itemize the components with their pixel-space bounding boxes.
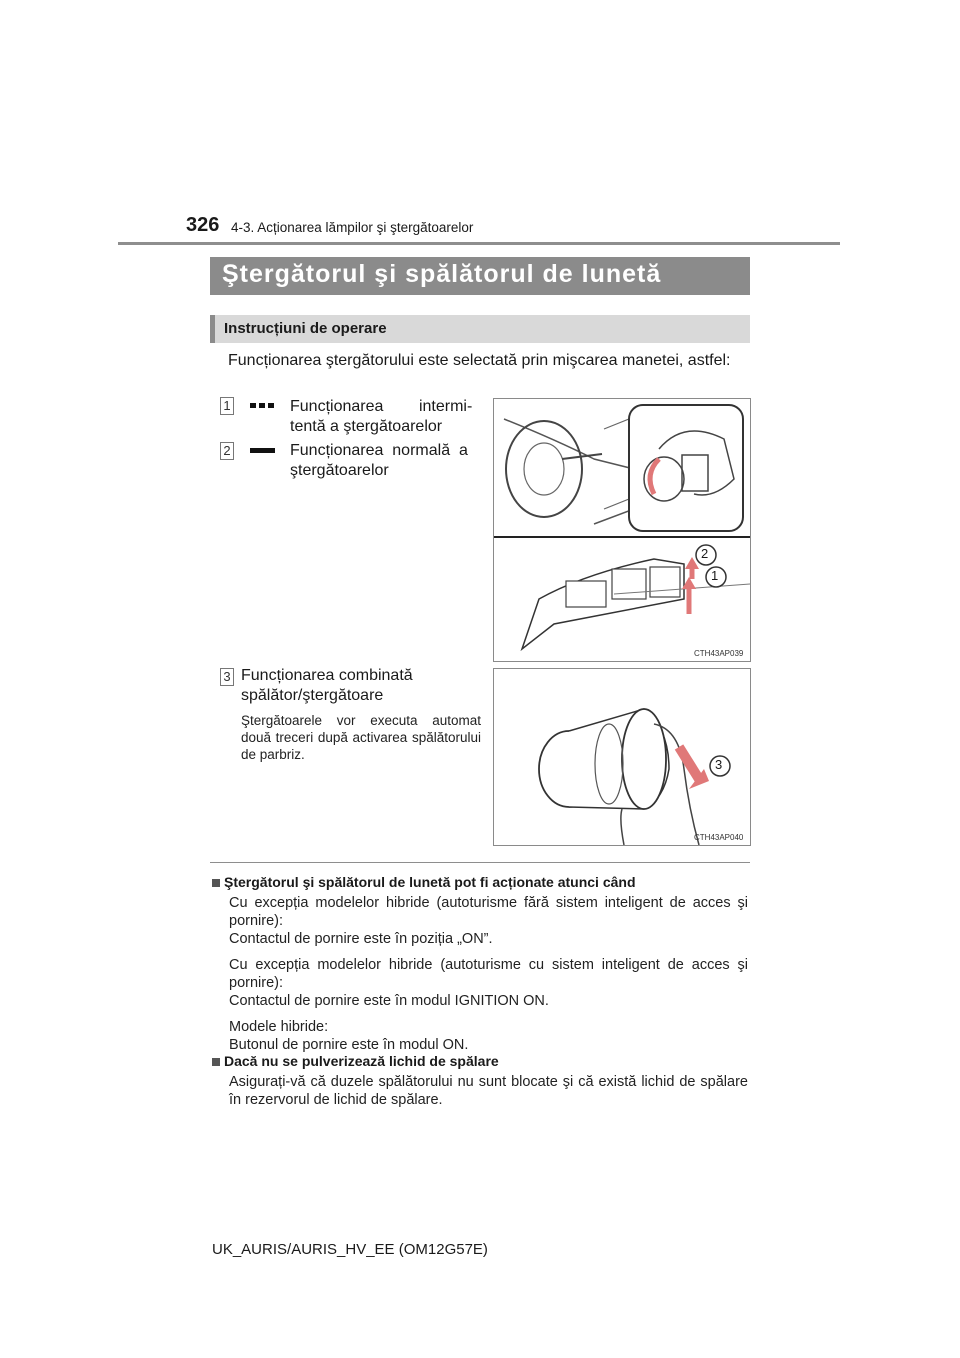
- item-2-line2: ştergătoarelor: [290, 462, 389, 479]
- note-1-para-3: Cu excepția modelelor hibride (autoturisme cu sistem inteligent de acces şi pornire):: [229, 957, 748, 991]
- normal-symbol-icon: [250, 447, 276, 455]
- item-3-line2: spălător/ştergătoare: [241, 687, 384, 704]
- section-divider: [210, 862, 750, 863]
- figure-code-2: CTH43AP040: [694, 833, 744, 842]
- note-1-para-1: Cu excepția modelelor hibride (autoturisme fără sistem inteligent de acces şi pornire):: [229, 895, 748, 929]
- figure-code-1: CTH43AP039: [694, 649, 744, 658]
- item-number-2: 2: [220, 442, 234, 460]
- note-2-body: Asigurați-vă că duzele spălătorului nu sunt blocate şi că există lichid de spălare în rezervorul de lichid de spălare.: [229, 1074, 748, 1108]
- note-1-para-6: Butonul de pornire este în modul ON.: [229, 1037, 469, 1053]
- item-number-3: 3: [220, 668, 234, 686]
- wiper-lever-illustration: [493, 398, 751, 662]
- page-number: 326: [186, 214, 220, 236]
- note-1-heading: Ştergătorul şi spălătorul de lunetă pot fi acționate atunci când: [224, 874, 636, 890]
- callout-2: 2: [701, 546, 709, 561]
- note-2-heading: Dacă nu se pulverizează lichid de spălare: [224, 1053, 499, 1069]
- washer-lever-diagram-icon: [494, 669, 750, 845]
- footer-model-code: UK_AURIS/AURIS_HV_EE (OM12G57E): [212, 1241, 488, 1258]
- item-3-note: Ştergătoarele vor executa automat două treceri după activarea spălătorului de parbriz.: [241, 713, 481, 762]
- item-3-line1: Funcționarea combinată: [241, 667, 413, 684]
- bullet-square-icon: [212, 1058, 220, 1066]
- note-1-heading-row: [212, 874, 636, 890]
- note-1-para-4: Contactul de pornire este în modul IGNITION ON.: [229, 993, 549, 1009]
- bullet-square-icon: [212, 879, 220, 887]
- note-2-heading-row: [212, 1053, 499, 1069]
- breadcrumb: 4-3. Acționarea lămpilor şi ştergătoarelor: [231, 220, 474, 235]
- item-1-line1: Funcționarea intermi-: [290, 398, 473, 415]
- intermittent-symbol-icon: [250, 402, 276, 410]
- item-2-line1: Funcționarea normală a: [290, 442, 468, 459]
- intro-text: Funcționarea ştergătorului este selectată prin mişcarea manetei, astfel:: [228, 352, 731, 369]
- note-1-para-5: Modele hibride:: [229, 1019, 329, 1035]
- section-title: Instrucțiuni de operare: [224, 320, 387, 337]
- page-title: Ştergătorul şi spălătorul de lunetă: [222, 260, 662, 288]
- note-1-para-2: Contactul de pornire este în poziția „ON”.: [229, 931, 493, 947]
- lever-diagram-icon: [494, 399, 750, 661]
- note-1-body: [229, 894, 748, 1054]
- callout-3: 3: [715, 757, 723, 772]
- header-rule: [118, 242, 840, 245]
- washer-lever-illustration: [493, 668, 751, 846]
- callout-1: 1: [711, 568, 719, 583]
- item-1-line2: tentă a ştergătoarelor: [290, 418, 443, 435]
- item-number-1: 1: [220, 397, 234, 415]
- section-bar-mark: [210, 315, 215, 343]
